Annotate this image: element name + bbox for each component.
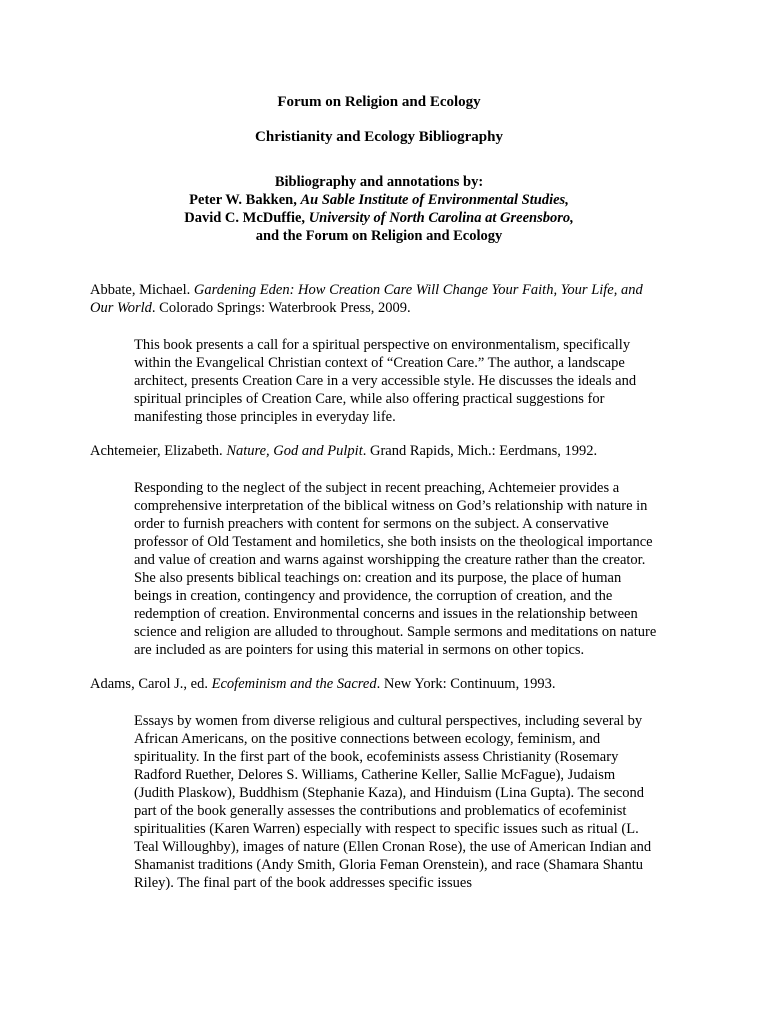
citation-title: Gardening Eden: How Creation Care Will Change Your Faith, Your Life, and Our World xyxy=(90,282,643,316)
annotation: Responding to the neglect of the subject in recent preaching, Achtemeier provides a comprehensive interpretation of the biblical witness on God’s relationship with nature in order to furnish preachers with content for sermons on the subject. A conservative professor of Old Testament and homiletics, she both insists on the theological importance and value of creation and warns against worshipping the creature rather than the creator. She also presents biblical teachings on: creation and its purpose, the place of human beings in creation, contingency and providence, the corruption of creation, and the redemption of creation. Environmental concerns and issues in the relationship between science and religion are alluded to throughout. Sample sermons and meditations on nature are included as are pointers for using this material in sermons on other topics. xyxy=(134,480,657,658)
citation-author: Adams, Carol J., ed. xyxy=(90,676,212,692)
forum-title: Forum on Religion and Ecology xyxy=(277,94,481,110)
author-1-name: Peter W. Bakken, xyxy=(189,192,301,208)
annotation: This book presents a call for a spiritual perspective on environmentalism, specifically within the Evangelical Christian context of “Creation Care.” The author, a landscape architect, presents Creation Care in a very accessible style. He discusses the ideals and spiritual principles of Creation Care, while also offering practical suggestions for manifesting those principles in everyday life. xyxy=(134,337,637,425)
citation xyxy=(90,281,668,317)
annotation: Essays by women from diverse religious and cultural perspectives, including several by African Americans, on the positive connections between ecology, feminism, and spirituality. In the first part of the book, ecofeminists assess Christianity (Rosemary Radford Ruether, Delores S. Williams, Catherine Keller, Sallie McFague), Judaism (Judith Plaskow), Buddhism (Stephanie Kaza), and Hinduism (Lina Gupta). The second part of the book generally assesses the contributions and problematics of ecofeminist spiritualities (Karen Warren) especially with respect to specific issues such as ritual (L. Teal Willoughby), images of nature (Ellen Cronan Rose), the use of American Indian and Shamanist traditions (Andy Smith, Gloria Feman Orenstein), and race (Shamara Shantu Riley). The final part of the book addresses specific issues xyxy=(134,713,652,891)
credits-block xyxy=(90,173,668,245)
author-1-affiliation: Au Sable Institute of Environmental Studies, xyxy=(300,192,569,208)
citation-title: Nature, God and Pulpit xyxy=(226,443,363,459)
citation-author: Achtemeier, Elizabeth. xyxy=(90,443,227,459)
credits-author-2 xyxy=(90,209,668,227)
citation-publication: . New York: Continuum, 1993. xyxy=(376,676,556,692)
citation-publication: . Colorado Springs: Waterbrook Press, 2009. xyxy=(151,300,411,316)
citation xyxy=(90,675,668,693)
bibliography-entry-abbate xyxy=(90,281,668,426)
bibliography-entry-achtemeier xyxy=(90,442,668,659)
credits-author-1 xyxy=(90,191,668,209)
citation-publication: . Grand Rapids, Mich.: Eerdmans, 1992. xyxy=(362,443,598,459)
bibliography-title: Christianity and Ecology Bibliography xyxy=(255,129,503,145)
citation xyxy=(90,442,668,460)
credits-intro: Bibliography and annotations by: xyxy=(274,174,484,190)
credits-closing: and the Forum on Religion and Ecology xyxy=(255,228,503,244)
author-2-name: David C. McDuffie, xyxy=(184,210,309,226)
citation-title: Ecofeminism and the Sacred xyxy=(211,676,377,692)
author-2-affiliation: University of North Carolina at Greensboro, xyxy=(308,210,574,226)
citation-author: Abbate, Michael. xyxy=(90,282,194,298)
bibliography-entry-adams xyxy=(90,675,668,892)
